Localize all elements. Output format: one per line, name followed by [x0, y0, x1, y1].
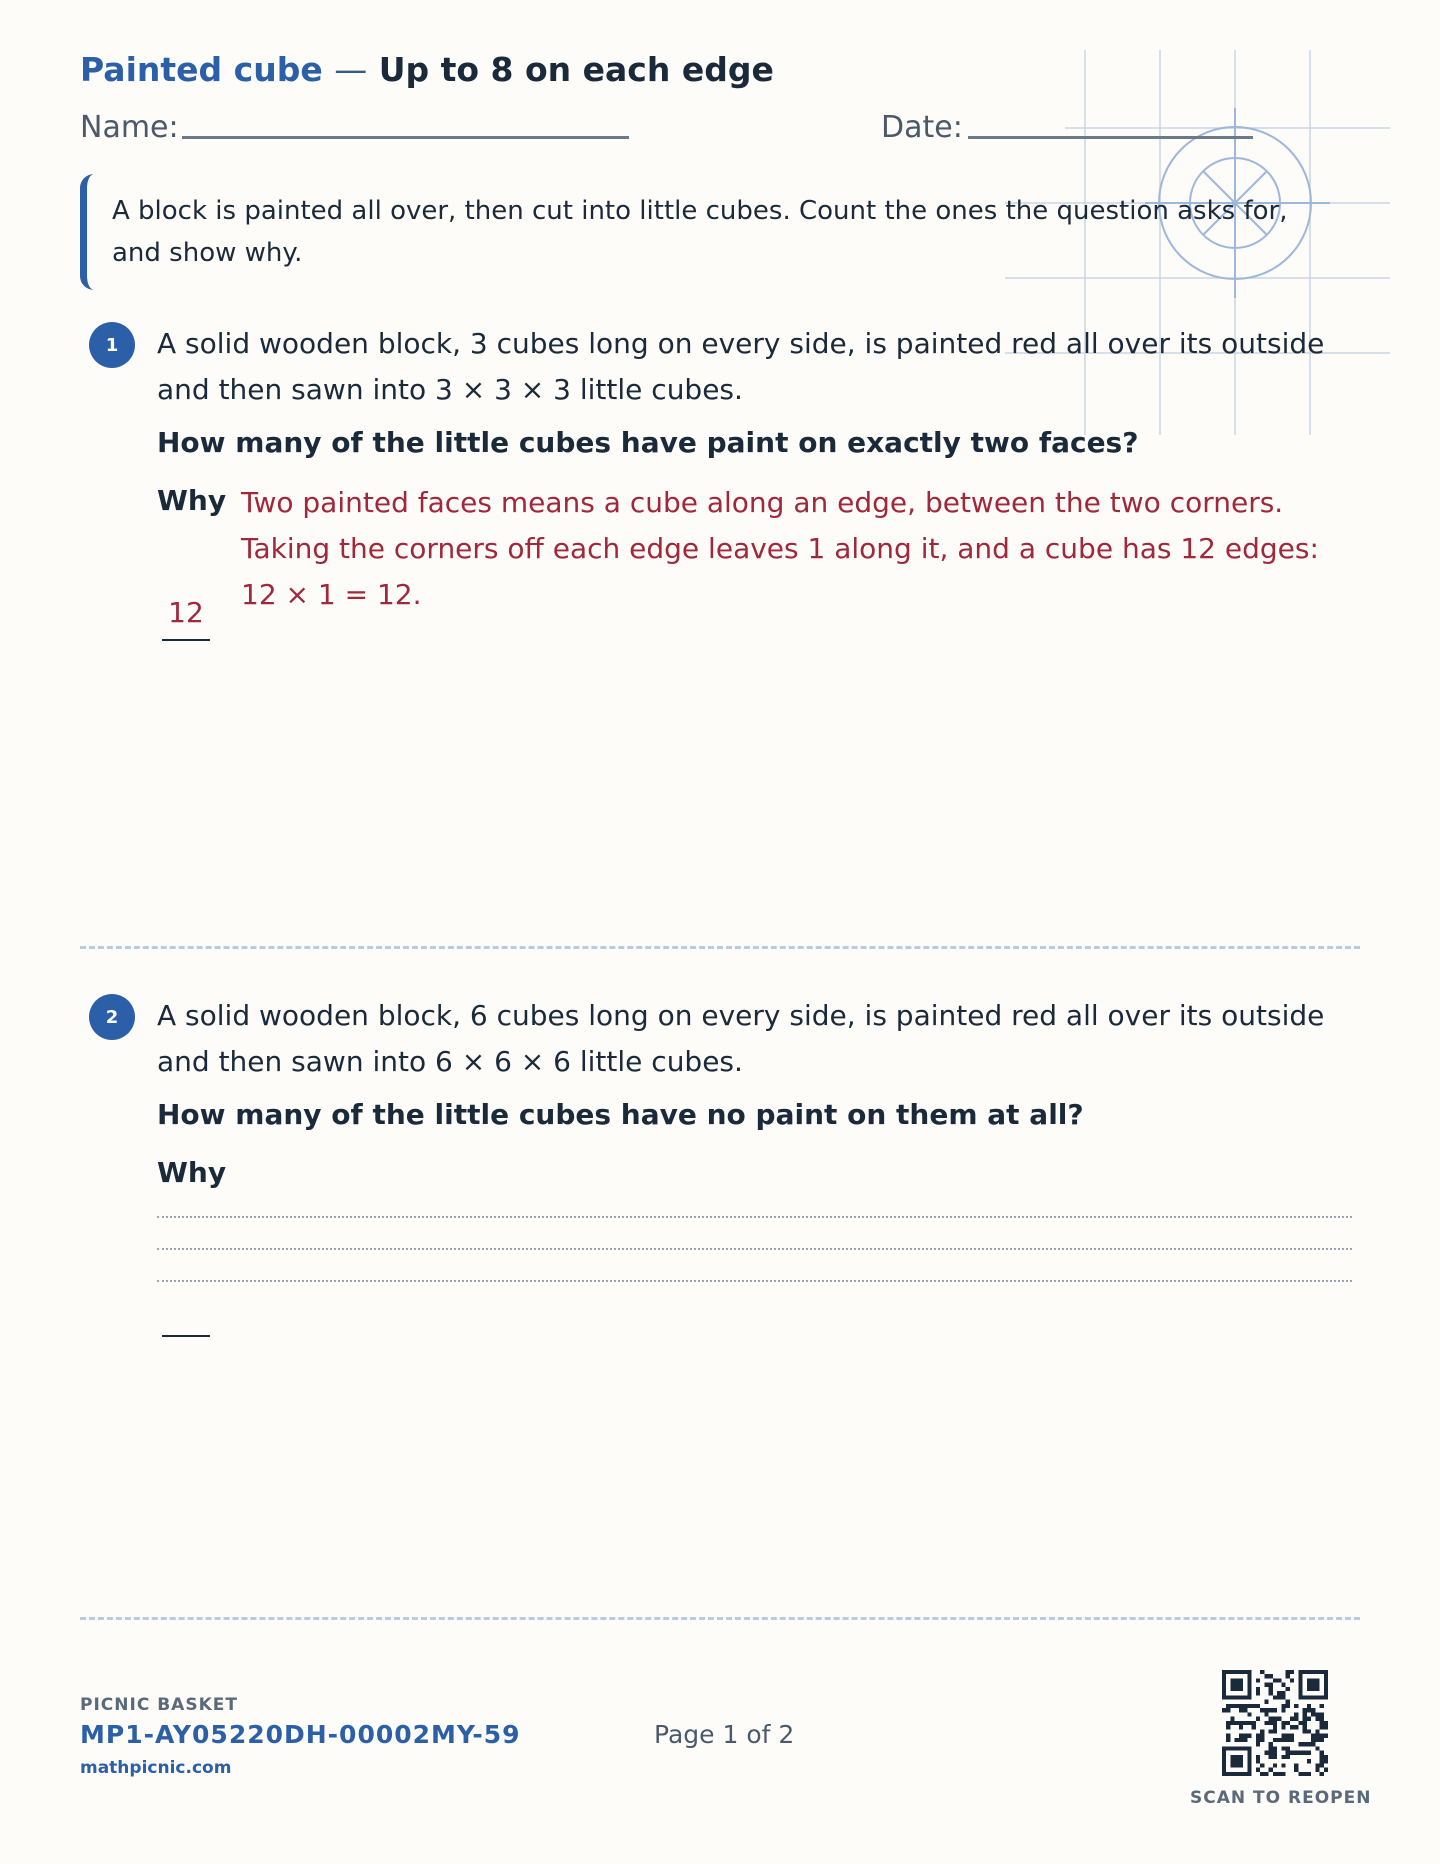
- why-label: Why: [157, 484, 227, 517]
- question-stem: A solid wooden block, 3 cubes long on every side, is painted red all over its outside and then sawn into 3 × 3 × 3 little cubes.: [157, 327, 1325, 406]
- answer-line[interactable]: [162, 639, 210, 641]
- date-field[interactable]: [968, 136, 1253, 139]
- brand-label: PICNIC BASKET: [80, 1695, 238, 1715]
- instructions-callout: A block is painted all over, then cut into little cubes. Count the ones the question asks for, and show why.: [80, 174, 1320, 290]
- answer-value: 12: [168, 596, 204, 629]
- question-prompt: How many of the little cubes have paint on exactly two faces?: [157, 426, 1139, 459]
- writing-line[interactable]: [157, 1280, 1352, 1282]
- question-prompt: How many of the little cubes have no paint on them at all?: [157, 1098, 1084, 1131]
- question-number-badge: 2: [89, 994, 135, 1040]
- footer-divider: [80, 1617, 1360, 1620]
- why-label: Why: [157, 1156, 227, 1189]
- question-number-badge: 1: [89, 322, 135, 368]
- name-field[interactable]: [182, 136, 629, 139]
- name-label: Name:: [80, 110, 179, 145]
- title-level: Up to 8 on each edge: [378, 50, 774, 89]
- date-label: Date:: [881, 110, 963, 145]
- title-topic: Painted cube: [80, 50, 323, 89]
- answer-line[interactable]: [162, 1335, 210, 1337]
- qr-code-icon[interactable]: [1222, 1670, 1328, 1776]
- scan-label: SCAN TO REOPEN: [1190, 1788, 1372, 1808]
- why-explanation: Two painted faces means a cube along an edge, between the two corners. Taking the corners off each edge leaves 1 along it, and a cube has 12 edges: 12 × 1 = 12.: [241, 486, 1319, 611]
- title-separator: —: [334, 50, 368, 89]
- writing-line[interactable]: [157, 1248, 1352, 1250]
- worksheet-code: MP1-AY05220DH-00002MY-59: [80, 1720, 521, 1749]
- page-title: [80, 50, 774, 89]
- writing-line[interactable]: [157, 1216, 1352, 1218]
- question-stem: A solid wooden block, 6 cubes long on every side, is painted red all over its outside and then sawn into 6 × 6 × 6 little cubes.: [157, 999, 1325, 1078]
- site-link[interactable]: mathpicnic.com: [80, 1758, 232, 1778]
- question-divider: [80, 946, 1360, 949]
- page-number: Page 1 of 2: [654, 1720, 795, 1749]
